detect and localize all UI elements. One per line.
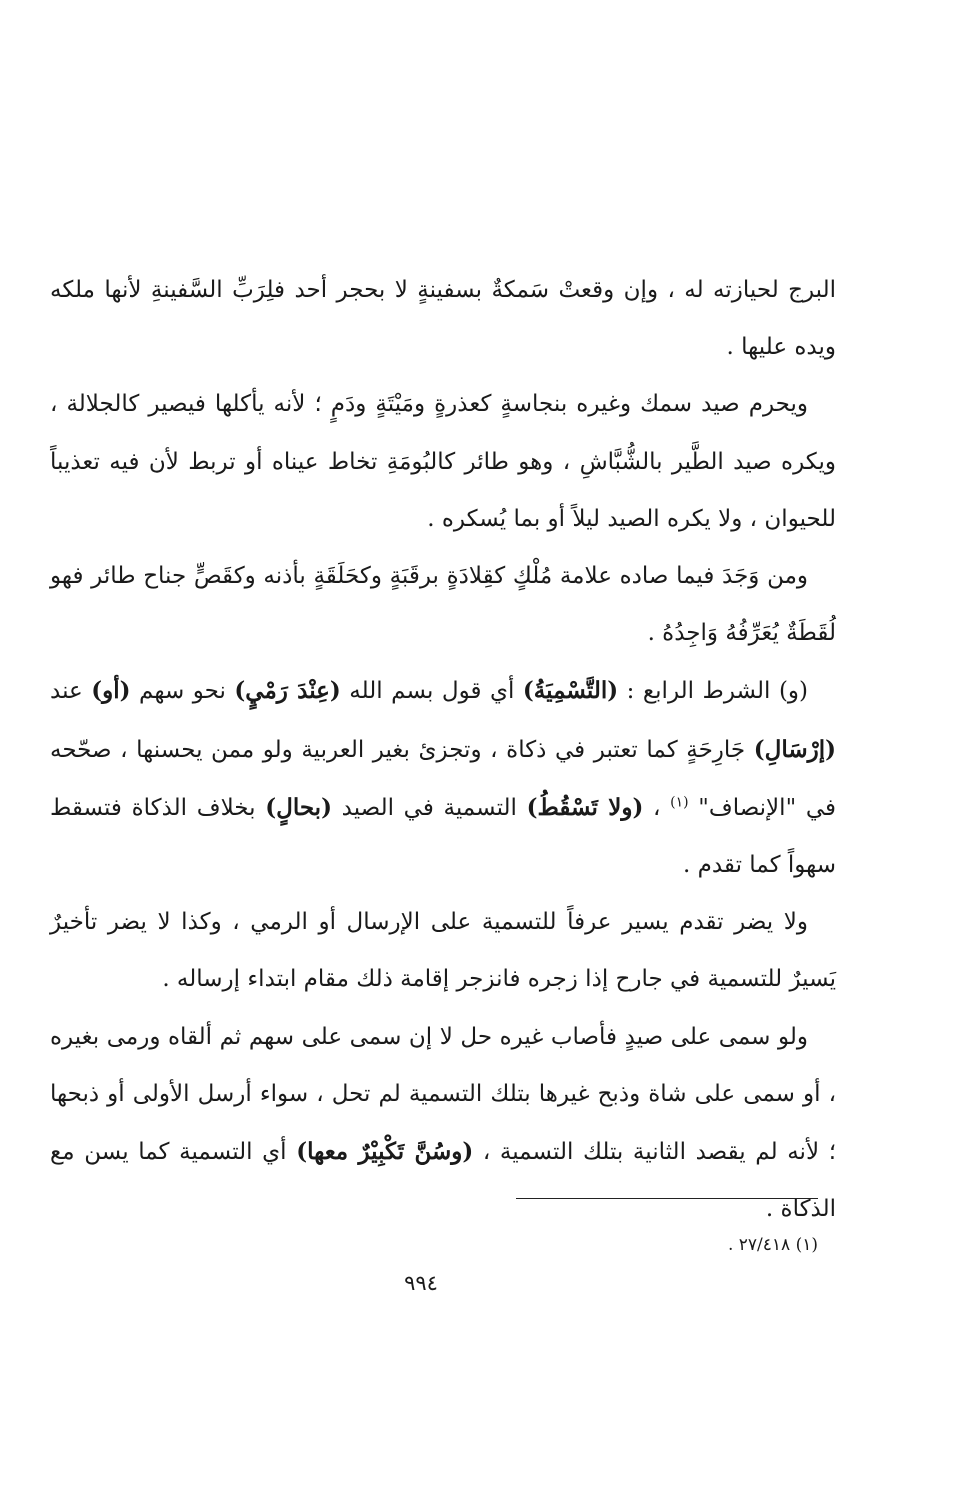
- bold-term: (التَّسْمِيَةُ): [522, 677, 619, 705]
- paragraph-impure-bait: ويحرم صيد سمك وغيره بنجاسةٍ كعذرةٍ ومَيْتَةٍ ودَمٍ ؛ لأنه يأكلها فيصير كالجلالة ، ويكره صيد الطَّير بالشُّبَّاشِ ، وهو طائر كالبُومَةِ تخاط عيناه أو تربط لأن فيه تعذيباً للحيوان ، ولا يكره الصيد ليلاً أو بما يُسكره .: [50, 391, 836, 532]
- bold-term: (أو): [91, 677, 131, 705]
- bold-term: (وسُنَّ تَكْبِيْرٌ معها): [296, 1138, 474, 1166]
- text-run: (و) الشرط الرابع :: [618, 678, 809, 705]
- text-run: التسمية في الصيد: [331, 794, 527, 821]
- page-number: ٩٩٤: [404, 1271, 438, 1295]
- paragraph-continuation: البرج لحيازته له ، وإن وقعتْ سَمكةٌ بسفينةٍ لا بحجر أحد فلِرَبِّ السَّفينةِ لأنها ملكه ويده عليها .: [50, 277, 836, 361]
- text-run: بخلاف الذكاة فتسقط سهواً كما تقدم .: [50, 794, 836, 879]
- bold-term: (إرْسَالِ): [753, 735, 836, 763]
- footnote-reference: (١): [670, 794, 689, 811]
- footnote: (١) ٢٧/٤١٨ .: [727, 1235, 818, 1255]
- footnote-separator: [516, 1198, 818, 1199]
- paragraph-slight-delay: ولا يضر تقدم يسير عرفاً للتسمية على الإرسال أو الرمي ، وكذا لا يضر تأخيرٌ يَسيرٌ للتسمية في جارح إذا زجره فانزجر إقامة ذلك مقام ابتداء إرساله .: [50, 909, 836, 993]
- paragraph-ownership-mark: ومن وَجَدَ فيما صاده علامة مُلْكٍ كقِلادَةٍ برقَبَةٍ وكحَلَقَةٍ بأذنه وكقَصٍّ جناح طائر فهو لُقَطَةٌ يُعَرِّفُهُ وَاجِدُهُ .: [50, 563, 836, 647]
- bold-term: (عِنْدَ رَمْيٍ): [234, 677, 341, 705]
- text-run: عند: [50, 678, 92, 705]
- text-run: نحو سهم: [130, 678, 235, 705]
- main-text-block: [50, 262, 836, 1238]
- bold-term: (بحالٍ): [265, 793, 332, 821]
- text-run: ولو سمى على صيدٍ فأصاب غيره حل لا إن سمى على سهم ثم ألقاه ورمى بغيره ، أو سمى على شاة وذبح غيرها بتلك التسمية لم تحل ، سواء أرسل الأولى أو ذبحها ؛ لأنه لم يقصد الثانية بتلك التسمية ،: [50, 1023, 837, 1166]
- text-run: جَارِحَةٍ كما تعتبر في ذكاة ، وتجزئ بغير العربية ولو ممن يحسنها ، صحّحه في "الإنصاف": [50, 736, 836, 821]
- paragraph-naming-other: [50, 1009, 836, 1239]
- text-run: ،: [643, 794, 671, 821]
- bold-term: (ولا تَسْقُطُ): [526, 793, 644, 821]
- paragraph-fourth-condition: [50, 662, 836, 894]
- text-run: أي قول بسم الله: [340, 678, 523, 705]
- text-run: أي التسمية كما يسن مع الذكاة .: [50, 1139, 836, 1223]
